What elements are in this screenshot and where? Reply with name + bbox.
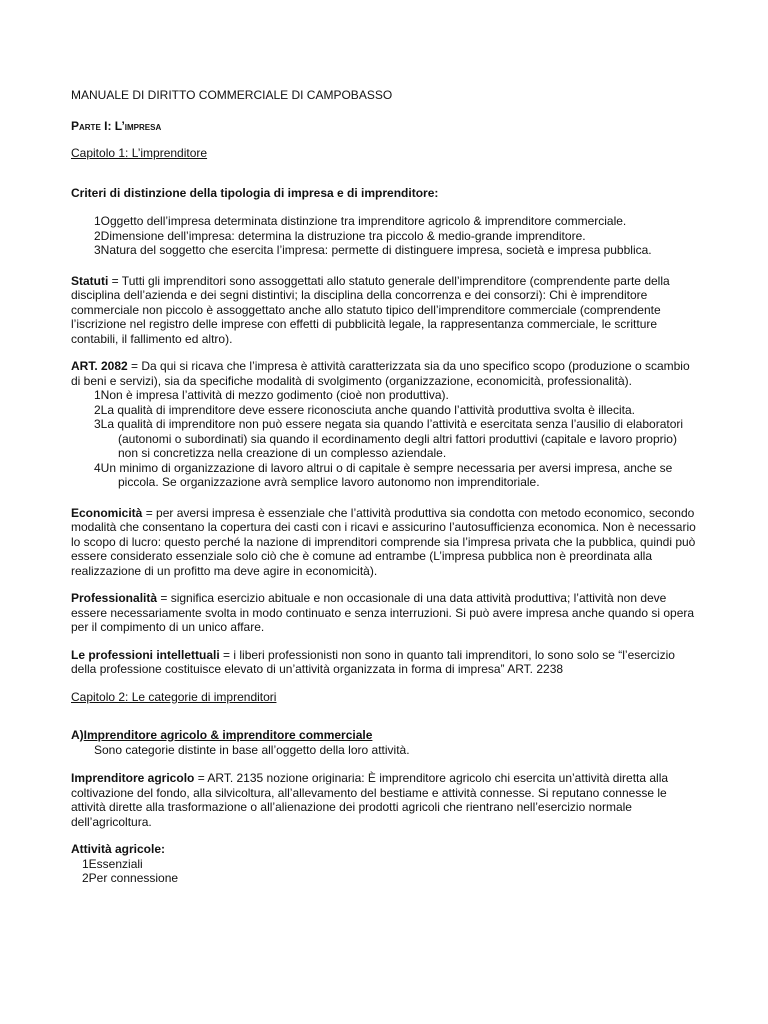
professionalita-term: Professionalità: [71, 591, 158, 605]
art2082-list: [71, 388, 698, 490]
agricolo-text: = ART. 2135 nozione originaria: È imprenditore agricolo chi esercita un’attività diretta alla coltivazione del fondo, alla silvicoltura, all’allevamento del bestiame e attività connesse. Si reputano connesse le attività dirette alla trasformazione o all’alienazione dei prodotti agricoli che rientrano nell’esercizio normale dell’agricoltura.: [71, 771, 669, 829]
list-item: 1Essenziali: [82, 856, 143, 871]
section-a-prefix: A): [71, 728, 84, 742]
attivita-heading: Attività agricole:: [71, 842, 166, 856]
agricolo-term: Imprenditore agricolo: [71, 771, 195, 785]
list-item: 3La qualità di imprenditore non può essere negata sia quando l’attività e esercitata senza l’ausilio di elaboratori (autonomi o subordinati) sia quando il ecordinamento degli altri fattori produttivi (capitale e lavoro proprio) non si concretizza nella creazione di un complesso aziendale.: [94, 417, 684, 460]
art2082-text: = Da qui si ricava che l’impresa è attività caratterizzata sia da uno specifico scopo (produzione o scambio di beni e servizi), sia da specifiche modalità di svolgimento (organizzazione, economicità, professionalità).: [71, 359, 690, 388]
professioni-text: = i liberi professionisti non sono in quanto tali imprenditori, lo sono solo se “l’esercizio della professione costituisce elevato di un’attività organizzata in forma di impresa” ART. 2238: [71, 647, 675, 676]
list-item: 2Dimensione dell’impresa: determina la distruzione tra piccolo & medio-grande imprenditore.: [94, 228, 586, 243]
economicita-text: = per aversi impresa è essenziale che l’attività produttiva sia condotta con metodo economico, secondo modalità che consentano la copertura dei casti con i ricavi e assicurino l’autosufficienza economica. Non è necessario lo scopo di lucro: questo perché la nazione di imprenditori comprende sia l’impresa privata che la pubblica, quindi può essere considerato essenziale solo ciò che è comune ad entrambe (L’impresa pubblica non è preordinata alla realizzazione di un profitto ma deve agire in economicità).: [71, 505, 696, 578]
agricolo-paragraph: [71, 771, 698, 829]
chapter-1-heading: Capitolo 1: L’imprenditore: [71, 146, 208, 160]
economicita-paragraph: [71, 506, 698, 579]
section-a-subtext: Sono categorie distinte in base all’oggetto della loro attività.: [94, 742, 410, 757]
list-item: 3Natura del soggetto che esercita l’impresa: permette di distinguere impresa, società e impresa pubblica.: [94, 243, 652, 257]
professionalita-paragraph: [71, 591, 698, 635]
art2082-paragraph: [71, 359, 698, 388]
list-item: 1Non è impresa l’attività di mezzo godimento (cioè non produttiva).: [94, 388, 449, 402]
statuti-paragraph: [71, 274, 698, 347]
statuti-term: Statuti: [71, 273, 109, 288]
art2082-term: ART. 2082: [71, 359, 128, 373]
attivita-list: [71, 857, 698, 886]
statuti-text: = Tutti gli imprenditori sono assoggettati allo statuto generale dell’imprenditore (comprendente parte della disciplina dell’azienda e dei segni distintivi; la disciplina della concorrenza e dei consorzi): Chi è imprenditore commerciale non piccolo è assoggettato anche allo statuto tipico dell’imprenditore commerciale (comprendente l’iscrizione nel registro delle imprese con effetti di pubblicità legale, la rappresentanza commerciale, le scritture contabili, il fallimento ed altro).: [71, 273, 670, 346]
section-a-title: Imprenditore agricolo & imprenditore commerciale: [83, 728, 373, 742]
list-item: 4Un minimo di organizzazione di lavoro altrui o di capitale è sempre necessaria per aversi impresa, anche se piccola. Se organizzazione avrà semplice lavoro autonomo non imprenditoriale.: [94, 460, 673, 489]
list-item: 1Oggetto dell’impresa determinata distinzione tra imprenditore agricolo & imprenditore commerciale.: [94, 214, 627, 228]
professioni-paragraph: [71, 648, 698, 677]
criteri-heading: Criteri di distinzione della tipologia di impresa e di imprenditore:: [71, 185, 439, 200]
professionalita-text: = significa esercizio abituale e non occasionale di una data attività produttiva; l’attività non deve essere necessariamente svolta in modo continuato e senza interruzioni. Si può avere impresa anche quando si opera per il compimento di un unico affare.: [71, 591, 695, 634]
economicita-term: Economicità: [71, 505, 143, 520]
criteri-list: [71, 214, 698, 258]
professioni-term: Le professioni intellettuali: [71, 647, 220, 662]
list-item: 2La qualità di imprenditore deve essere riconosciuta anche quando l’attività produttiva svolta è illecita.: [94, 402, 635, 417]
part-title: Parte I: L’impresa: [71, 118, 162, 133]
chapter-2-heading: Capitolo 2: Le categorie di imprenditori: [71, 689, 277, 704]
list-item: 2Per connessione: [82, 871, 179, 885]
document-title: MANUALE DI DIRITTO COMMERCIALE DI CAMPOBASSO: [71, 88, 393, 102]
section-a-heading: [71, 728, 698, 743]
